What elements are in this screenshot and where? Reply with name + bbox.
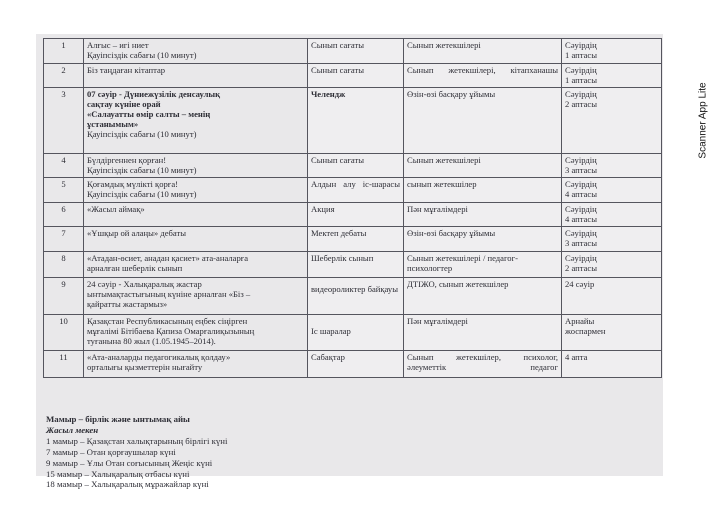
table-row <box>44 203 662 227</box>
table-row <box>44 315 662 351</box>
responsible-cell: Сынып жетекшілері, кітапханашы <box>404 64 562 88</box>
row-number: 9 <box>44 278 84 315</box>
event-cell: «Ата-аналарды педагогикалық қолдау» орталығы қызметтерін нығайту <box>84 351 308 378</box>
may-subtitle: Жасыл мекен <box>46 424 99 435</box>
form-cell: Акция <box>308 203 404 227</box>
responsible-cell: Сынып жетекшілері / педагог-психологтер <box>404 252 562 278</box>
may-event-item: 7 мамыр – Отан қорғаушылар күні <box>46 446 176 457</box>
may-events <box>46 414 646 490</box>
row-number: 3 <box>44 88 84 154</box>
form-cell: видеороликтер байқауы <box>308 278 404 315</box>
date-cell: Сәуірдің 1 аптасы <box>562 39 662 64</box>
table-row <box>44 154 662 178</box>
row-number: 4 <box>44 154 84 178</box>
form-cell: Челендж <box>308 88 404 154</box>
table-row <box>44 227 662 252</box>
event-cell: Қоғамдық мүлікті қорға! Қауіпсіздік сабағы (10 минут) <box>84 178 308 203</box>
date-cell: Сәуірдің 2 аптасы <box>562 252 662 278</box>
form-cell: Сабақтар <box>308 351 404 378</box>
scanned-page <box>36 34 663 490</box>
table-row <box>44 64 662 88</box>
event-cell: «Ұшқыр ой алаңы» дебаты <box>84 227 308 252</box>
table-row <box>44 178 662 203</box>
may-event-item: 15 мамыр – Халықаралық отбасы күні <box>46 468 190 479</box>
date-cell: Сәуірдің 4 аптасы <box>562 203 662 227</box>
event-cell: 24 сәуір - Халықаралық жастар ынтымақтастығының күніне арналған «Біз – қайратты жастармыз» <box>84 278 308 315</box>
responsible-cell: Сынып жетекшілер, психолог, әлеуметтік педагог <box>404 351 562 378</box>
date-cell: Арнайы жоспармен <box>562 315 662 351</box>
responsible-cell: Пән мұғалімдері <box>404 315 562 351</box>
date-cell: Сәуірдің 1 аптасы <box>562 64 662 88</box>
table-row <box>44 39 662 64</box>
event-cell: Қазақстан Республикасының еңбек сіңірген мұғалімі Бітібаева Қапиза Омарғалиқызының туғанына 80 жыл (1.05.1945–2014). <box>84 315 308 351</box>
event-cell: Бүлдіргеннен қорған! Қауіпсіздік сабағы (10 минут) <box>84 154 308 178</box>
scanner-watermark: Scanner App Lite <box>697 81 709 159</box>
responsible-cell: Өзін-өзі басқару ұйымы <box>404 227 562 252</box>
responsible-cell: ДТІЖО, сынып жетекшілер <box>404 278 562 315</box>
may-title: Мамыр – бірлік және ынтымақ айы <box>46 414 190 424</box>
row-number: 7 <box>44 227 84 252</box>
event-cell: Алғыс – игі ниет Қауіпсіздік сабағы (10 минут) <box>84 39 308 64</box>
row-number: 2 <box>44 64 84 88</box>
form-cell: Алдын алу іс-шарасы <box>308 178 404 203</box>
event-cell: Біз таңдаған кітаптар <box>84 64 308 88</box>
responsible-cell: Сынып жетекшілері <box>404 154 562 178</box>
responsible-cell: Пән мұғалімдері <box>404 203 562 227</box>
table-row <box>44 278 662 315</box>
date-cell: 24 сәуір <box>562 278 662 315</box>
table-row <box>44 351 662 378</box>
responsible-cell: Сынып жетекшілері <box>404 39 562 64</box>
event-cell: «Атадан-өсиет, анадан қасиет» ата-аналарға арналған шеберлік сынып <box>84 252 308 278</box>
table-row <box>44 88 662 154</box>
date-cell: Сәуірдің 4 аптасы <box>562 178 662 203</box>
date-cell: Сәуірдің 3 аптасы <box>562 227 662 252</box>
event-cell: «Жасыл аймақ» <box>84 203 308 227</box>
form-cell: Сынып сағаты <box>308 64 404 88</box>
row-number: 8 <box>44 252 84 278</box>
row-number: 6 <box>44 203 84 227</box>
plan-table <box>43 38 662 378</box>
responsible-cell: Өзін-өзі басқару ұйымы <box>404 88 562 154</box>
may-event-item: 1 мамыр – Қазақстан халықтарының бірлігі күні <box>46 435 228 446</box>
date-cell: Сәуірдің 2 аптасы <box>562 88 662 154</box>
date-cell: Сәуірдің 3 аптасы <box>562 154 662 178</box>
form-cell: Іс шаралар <box>308 315 404 351</box>
row-number: 11 <box>44 351 84 378</box>
form-cell: Мектеп дебаты <box>308 227 404 252</box>
row-number: 10 <box>44 315 84 351</box>
form-cell: Сынып сағаты <box>308 39 404 64</box>
responsible-cell: сынып жетекшілер <box>404 178 562 203</box>
event-cell: 07 сәуір - Дүниежүзілік денсаулық сақтау күніне орай «Салауатты өмір салты – менің ұстанымым» Қауіпсіздік сабағы (10 минут) <box>84 88 308 154</box>
form-cell: Сынып сағаты <box>308 154 404 178</box>
may-event-item: 18 мамыр – Халықаралық мұражайлар күні <box>46 479 209 490</box>
may-event-item: 9 мамыр – Ұлы Отан соғысының Жеңіс күні <box>46 457 213 468</box>
date-cell: 4 апта <box>562 351 662 378</box>
row-number: 5 <box>44 178 84 203</box>
form-cell: Шеберлік сынып <box>308 252 404 278</box>
row-number: 1 <box>44 39 84 64</box>
table-row <box>44 252 662 278</box>
